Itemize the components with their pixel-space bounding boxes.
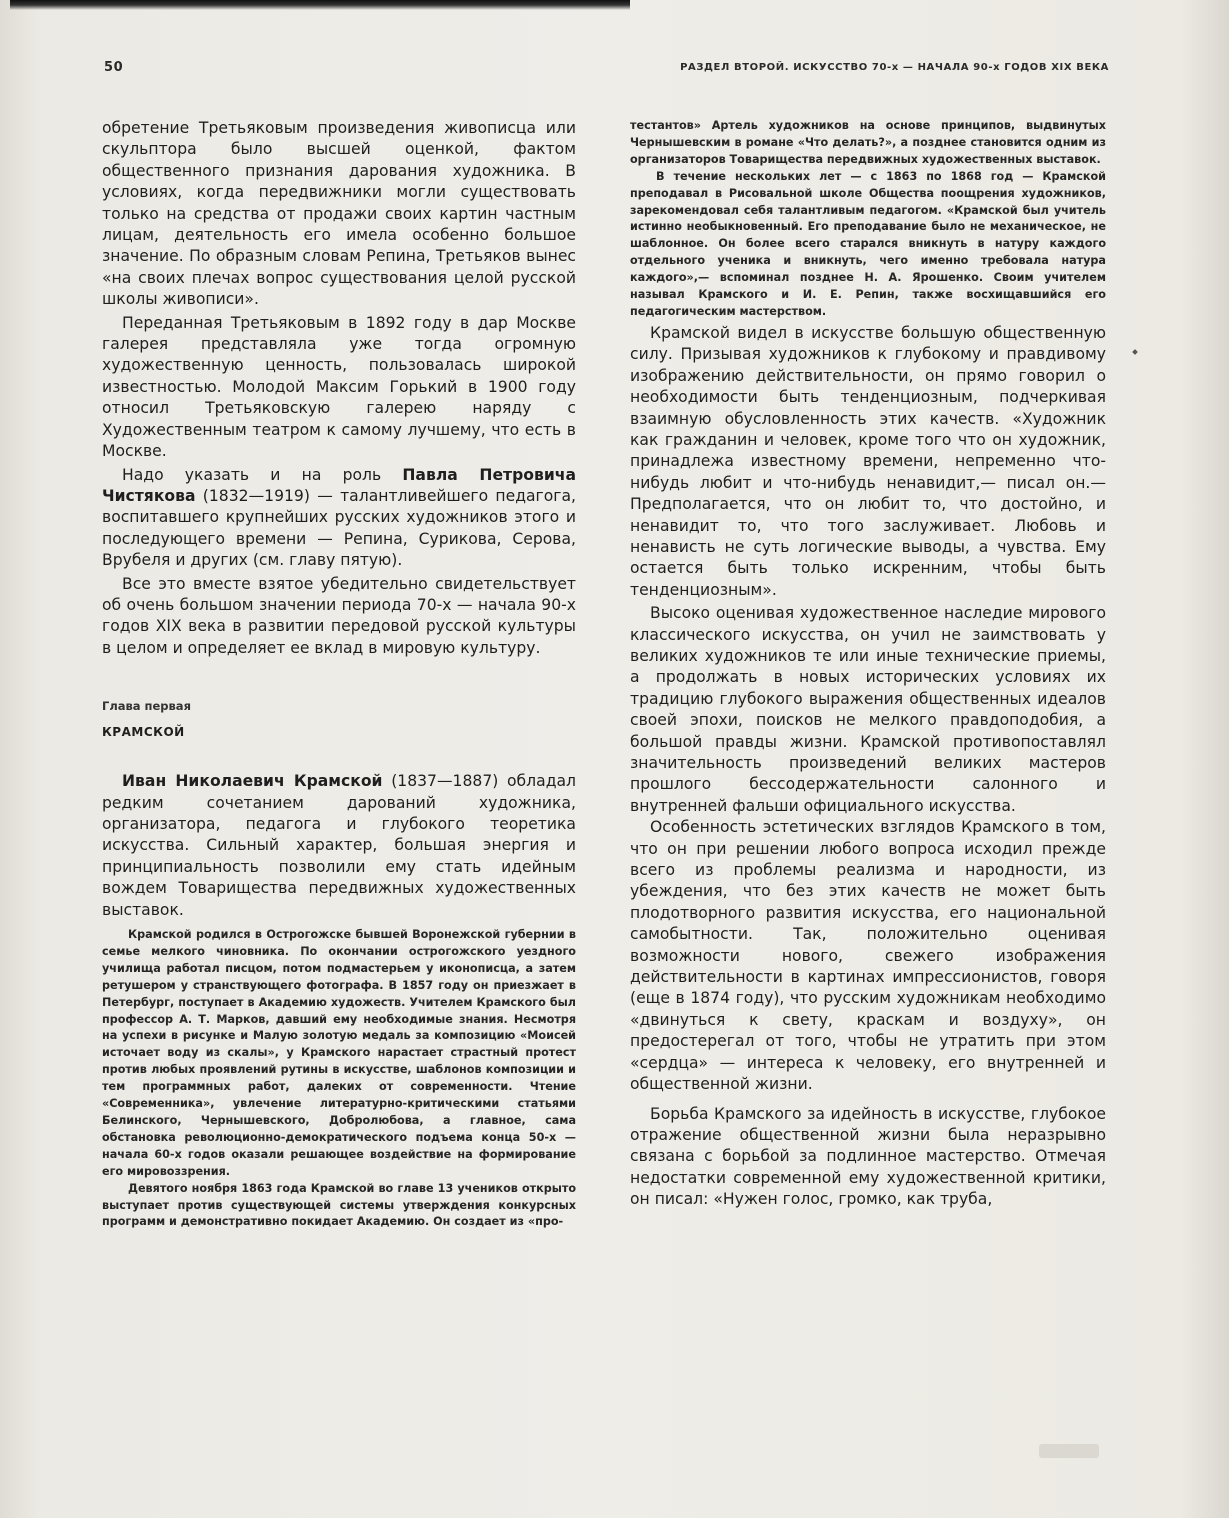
page-number: 50 [104,60,124,75]
scan-top-edge [10,0,630,10]
paragraph-classical-heritage: Высоко оценивая художественное наследие мирового классического искусства, он учил не заимствовать у великих художников те или иные технические приемы, а продолжать в новых исторических условиях их традицию глубокого выражения общественных идеалов своей эпохи, поисков не мелкого правдоподобия, а большой правды жизни. Крамской противопоставлял значительность произведений великих мастеров прошлого бессодержательности салонного и внутренней фальши официального искусства. [630,604,1106,815]
person-name-kramskoy: Иван Николаевич Крамской [122,772,383,791]
chapter-label: Глава первая [102,699,191,714]
running-header: РАЗДЕЛ ВТОРОЙ. ИСКУССТВО 70-х — НАЧАЛА 90-х ГОДОВ XIX ВЕКА [680,62,1109,73]
paragraph-chistyakov [102,465,576,572]
scan-speck [1132,349,1138,355]
paragraph-academy-protest: Девятого ноября 1863 года Крамской во главе 13 учеников открыто выступает против существующей системы утверждения конкурсных программ и демонстративно покидает Академию. Он создает из «про- [102,1181,576,1229]
paragraph-rest: (1837—1887) обладал редким сочетанием дарований художника, организатора, педагога и глубокого теоретика искусства. Сильный характер, большая энергия и принципиальность позволили ему стать идейным вождем Товарищества передвижных художественных выставок. [102,772,577,919]
paragraph-tretyakov-assessment: обретение Третьяковым произведения живописца или скульптора было высшей оценкой, фактом общественного признания дарования художника. В условиях, когда передвижники могли существовать только на средства от продажи своих картин частным лицам, деятельность его имела особенно большое значение. По образным словам Репина, Третьяков вынес «на своих плечах вопрос существования целой русской школы живописи». [102,119,576,309]
person-name-chistyakov: Павла Петровича Чистякова [102,465,576,505]
left-column [102,118,576,1231]
paragraph-gallery: Переданная Третьяковым в 1892 году в дар Москве галерея представляла уже тогда огромную художественную ценность, пользовалась широкой известностью. Молодой Максим Горький в 1900 году относил Третьяковскую галерею наряду с Художественным театром к самому лучшему, что есть в Москве. [102,313,576,461]
paragraph-rest: (1832—1919) — талантливейшего педагога, воспитавшего крупнейших русских художников этого и последующего времени — Репина, Сурикова, Серова, Врубеля и других (см. главу пятую). [102,486,576,570]
paragraph-lead: Надо указать и на роль [122,465,403,484]
paragraph-social-force: Крамской видел в искусстве большую общественную силу. Призывая художников к глубокому и правдивому изображению действительности, он прямо говорил о необходимости быть тенденциозным, подчеркивая взаимную обусловленность этих качеств. «Художник как гражданин и человек, кроме того что он художник, принадлежа известному времени, непременно что-нибудь любит и что-нибудь ненавидит,— писал он.— Предполагается, что он любит то, что достойно, и ненавидит то, что того заслуживает. Любовь и ненависть не суть логические выводы, а чувства. Ему остается быть только искренним, чтобы быть тенденциозным». [630,323,1106,599]
paragraph-biography: Крамской родился в Острогожске бывшей Воронежской губернии в семье мелкого чиновника. По окончании острогожского уездного училища работал писцом, потом подмастерьем у иконописца, а затем ретушером у странствующего фотографа. В 1857 году он приезжает в Петербург, поступает в Академию художеств. Учителем Крамского был профессор А. Т. Марков, давший ему необходимые знания. Несмотря на успехи в рисунке и Малую золотую медаль за композицию «Моисей источает воду из скалы», у Крамского нарастает страстный протест против любых проявлений рутины в искусстве, шаблонов композиции и тем программных работ, далеких от современности. Чтение «Современника», увлечение литературно-критическими статьями Белинского, Чернышевского, Добролюбова, а главное, сама обстановка революционно-демократического подъема конца 50-х — начала 60-х годов оказали решающее воздействие на формирование его мировоззрения. [102,928,576,1178]
paragraph-aesthetic-views: Особенность эстетических взглядов Крамского в том, что он при решении любого вопроса исходил прежде всего из проблемы реализма и народности, из убеждения, что без этих качеств не может быть плодотворного развития искусства, его национальной самобытности. Так, положительно оценивая возможности нового, свежего изображения действительности в картинах импрессионистов, говоря (еще в 1874 году), что русским художникам необходимо «двинуться к свету, краскам и воздуху», он предостерегал от того, чтобы не утратить при этом «сердца» — интереса к человеку, его внутренней и общественной жизни. [630,818,1106,1094]
paragraph-struggle: Борьба Крамского за идейность в искусстве, глубокое отражение общественной жизни была неразрывно связана с борьбой за подлинное мастерство. Отмечая недостатки современной ему художественной критики, он писал: «Нужен голос, громко, как труба, [630,1104,1106,1209]
scan-smudge [1039,1444,1099,1458]
paragraph-teaching: В течение нескольких лет — с 1863 по 1868 год — Крамской преподавал в Рисовальной школе Общества поощрения художников, зарекомендовал себя талантливым педагогом. «Крамской был учитель истинно необыкновенный. Его преподавание было не механическое, не шаблонное. Он более всего старался вникнуть в натуру каждого отдельного ученика и вникнуть, чего именно требовала натура каждого»,— вспоминал позднее Н. А. Ярошенко. Своим учителем называл Крамского и И. Е. Репин, также восхищавшийся его педагогическим мастерством. [630,169,1106,318]
paragraph-artel: тестантов» Артель художников на основе принципов, выдвинутых Чернышевским в романе «Что делать?», а позднее становится одним из организаторов Товарищества передвижных художественных выставок. [630,119,1106,166]
chapter-title: КРАМСКОЙ [102,725,185,740]
right-column [630,118,1106,1211]
paragraph-conclusion: Все это вместе взятое убедительно свидетельствует об очень большом значении периода 70-х — начала 90-х годов XIX века в развитии передовой русской культуры в целом и определяет ее вклад в мировую культуру. [102,574,576,657]
paragraph-kramskoy-intro [102,771,576,921]
